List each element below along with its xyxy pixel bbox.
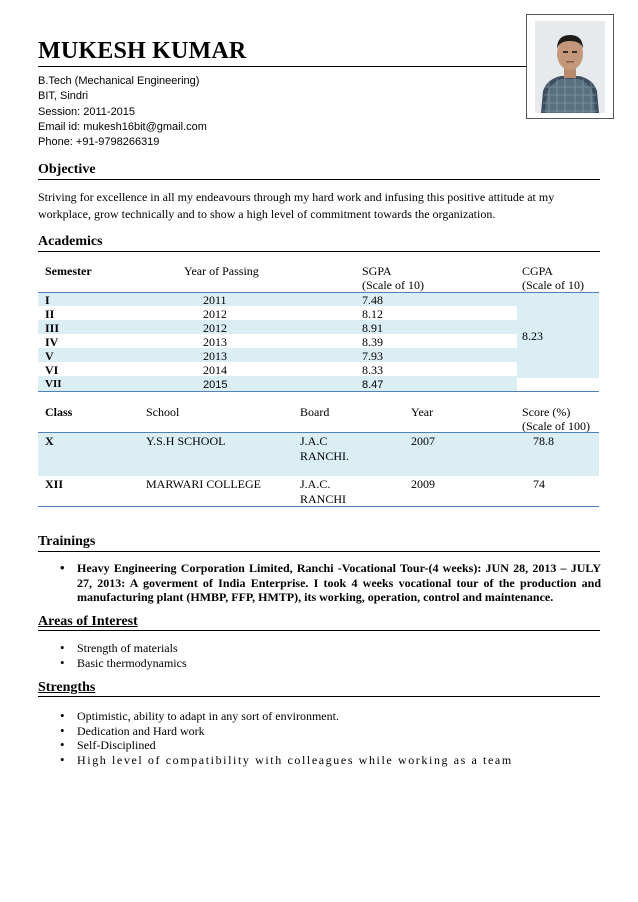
school-header: School xyxy=(146,405,180,419)
contact-block xyxy=(38,74,207,150)
strengths-rule xyxy=(38,696,600,697)
trainings-list xyxy=(38,561,601,605)
interests-heading: Areas of Interest xyxy=(38,614,138,629)
semester-cell: I xyxy=(45,293,50,307)
board-cell-line2: RANCHI. xyxy=(300,449,350,463)
academics-heading: Academics xyxy=(38,234,103,249)
semester-table-bottom-rule xyxy=(38,391,599,392)
name-divider xyxy=(38,66,532,67)
class-cell: X xyxy=(45,434,54,448)
phone-line: Phone: +91-9798266319 xyxy=(38,136,160,149)
year-cell: 2015 xyxy=(203,379,228,391)
cgpa-header: CGPA xyxy=(522,264,553,278)
semester-cell: V xyxy=(45,349,54,363)
semester-cell: IV xyxy=(45,335,59,349)
cgpa-value: 8.23 xyxy=(522,329,543,343)
candidate-name: MUKESH KUMAR xyxy=(38,38,247,64)
sgpa-cell: 8.39 xyxy=(362,335,383,349)
interests-rule xyxy=(38,630,600,631)
score-header: Score (%) xyxy=(522,405,571,419)
year-cell: 2009 xyxy=(411,477,435,491)
semester-cell: III xyxy=(45,321,60,335)
degree-line: B.Tech (Mechanical Engineering) xyxy=(38,75,200,87)
semester-cell: II xyxy=(45,307,55,321)
sgpa-cell: 7.48 xyxy=(362,293,383,307)
academics-rule xyxy=(38,251,600,252)
row-band xyxy=(38,293,517,306)
row-band xyxy=(38,320,517,334)
session-line: Session: 2011-2015 xyxy=(38,105,136,118)
row-band xyxy=(38,348,517,362)
board-cell-line2: RANCHI xyxy=(300,492,347,506)
sgpa-cell: 8.91 xyxy=(362,321,383,335)
class-cell: XII xyxy=(45,477,64,491)
strength-item: • Self-Disciplined xyxy=(77,738,601,753)
board-cell: J.A.C. xyxy=(300,477,331,491)
year-cell: 2012 xyxy=(203,321,227,335)
strengths-heading: Strengths xyxy=(38,680,96,695)
interests-list xyxy=(38,641,601,670)
sgpa-cell: 8.33 xyxy=(362,363,383,377)
year-header: Year xyxy=(411,405,434,419)
score-cell: 74 xyxy=(533,477,545,491)
year-cell: 2013 xyxy=(203,335,227,349)
strength-item: • Dedication and Hard work xyxy=(77,724,601,739)
year-cell: 2013 xyxy=(203,349,227,363)
college-line: BIT, Sindri xyxy=(38,90,89,103)
sgpa-cell: 8.47 xyxy=(362,379,384,391)
school-cell: MARWARI COLLEGE xyxy=(146,477,261,491)
profile-photo xyxy=(535,21,605,113)
year-cell: 2007 xyxy=(411,434,435,448)
year-cell: 2011 xyxy=(203,293,227,307)
board-header: Board xyxy=(300,405,330,419)
sgpa-scale-header: (Scale of 10) xyxy=(362,278,424,292)
trainings-heading: Trainings xyxy=(38,534,96,549)
score-scale-header: (Scale of 100) xyxy=(522,419,590,433)
interest-item: • Strength of materials xyxy=(77,641,601,656)
strengths-list xyxy=(38,709,601,767)
class-header: Class xyxy=(45,405,73,419)
cgpa-scale-header: (Scale of 10) xyxy=(522,278,584,292)
year-cell: 2014 xyxy=(203,363,227,377)
semester-cell: VII xyxy=(45,378,62,390)
board-cell: J.A.C xyxy=(300,434,328,448)
sgpa-header: SGPA xyxy=(362,264,392,278)
objective-heading: Objective xyxy=(38,162,96,177)
row-band xyxy=(38,376,517,391)
year-header: Year of Passing xyxy=(184,264,259,278)
trainings-rule xyxy=(38,551,600,552)
sgpa-cell: 8.12 xyxy=(362,307,383,321)
strength-item: • Optimistic, ability to adapt in any sort of environment. xyxy=(77,709,601,724)
class-table-bottom-rule xyxy=(38,506,599,507)
profile-photo-frame xyxy=(526,14,614,119)
sgpa-cell: 7.93 xyxy=(362,349,383,363)
score-cell: 78.8 xyxy=(533,434,554,448)
training-item: • Heavy Engineering Corporation Limited, Ranchi -Vocational Tour-(4 weeks): JUN 28, 2013 – JULY 27, 2013: A goverment of India Enterprise. I took 4 weeks vocational tour of the production and manufacturing plant (HMBP, FFP, HMTP), its working, operation, control and maintenance. xyxy=(77,561,601,605)
semester-header: Semester xyxy=(45,264,92,278)
year-cell: 2012 xyxy=(203,307,227,321)
objective-text: Striving for excellence in all my endeavours through my hard work and infusing this positive attitude at my workplace, grow technically and to show a high level of commitment towards the organization. xyxy=(38,190,555,221)
email-line: Email id: mukesh16bit@gmail.com xyxy=(38,120,207,133)
school-cell: Y.S.H SCHOOL xyxy=(146,434,226,448)
semester-cell: VI xyxy=(45,363,59,377)
objective-rule xyxy=(38,179,600,180)
interest-item: • Basic thermodynamics xyxy=(77,656,601,671)
strength-item: • High level of compatibility with colleagues while working as a team xyxy=(77,753,601,768)
